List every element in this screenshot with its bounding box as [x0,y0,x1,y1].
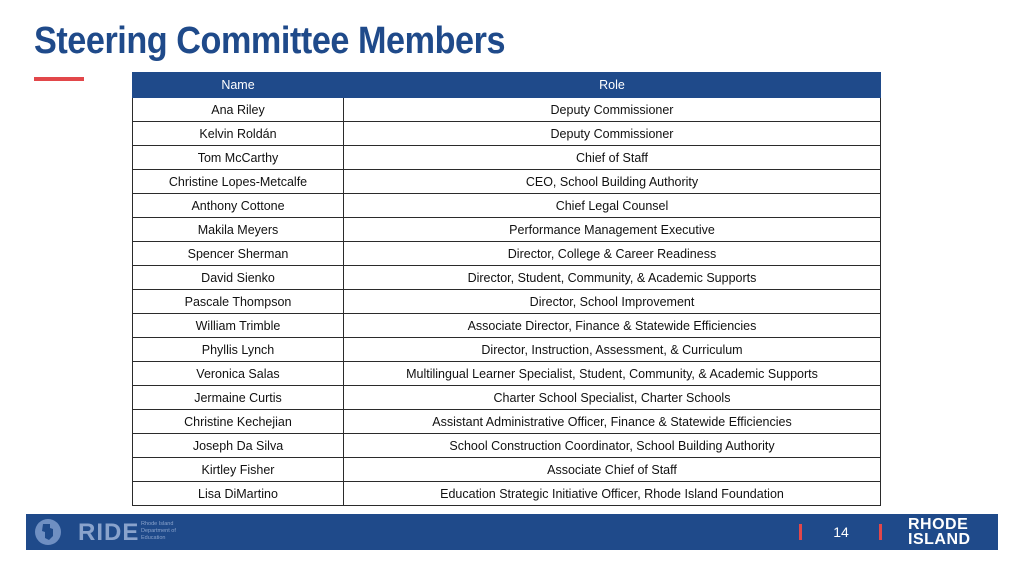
member-role: Director, School Improvement [344,290,881,314]
table-header-row [133,73,881,98]
table-row [133,218,881,242]
table-row [133,434,881,458]
column-header-role: Role [344,73,881,98]
table-row [133,194,881,218]
table-row [133,314,881,338]
members-table [132,72,881,506]
table-row [133,362,881,386]
member-role: Director, Student, Community, & Academic Supports [344,266,881,290]
member-name: Christine Kechejian [133,410,344,434]
title-accent-bar [34,77,84,81]
table-row [133,146,881,170]
table-row [133,386,881,410]
member-role: Charter School Specialist, Charter Schools [344,386,881,410]
member-name: Makila Meyers [133,218,344,242]
table-row [133,338,881,362]
member-role: Associate Chief of Staff [344,458,881,482]
member-name: Jermaine Curtis [133,386,344,410]
page-number: 14 [833,524,849,540]
member-name: Tom McCarthy [133,146,344,170]
state-outline-icon [35,519,61,545]
member-name: William Trimble [133,314,344,338]
footer-bar [26,514,998,550]
member-role: Chief of Staff [344,146,881,170]
member-name: Anthony Cottone [133,194,344,218]
table-row [133,482,881,506]
page-divider-right [879,524,882,540]
ride-logo-text: RIDE [78,519,140,546]
table-row [133,410,881,434]
member-name: David Sienko [133,266,344,290]
member-role: CEO, School Building Authority [344,170,881,194]
rhode-island-logo [908,517,971,547]
member-name: Kirtley Fisher [133,458,344,482]
column-header-name: Name [133,73,344,98]
table-row [133,98,881,122]
table-row [133,170,881,194]
state-outline-shape [41,523,55,541]
table-row [133,266,881,290]
table-row [133,458,881,482]
member-role: Performance Management Executive [344,218,881,242]
ride-tagline: Rhode Island Department of Education [141,521,176,541]
member-name: Pascale Thompson [133,290,344,314]
member-role: Assistant Administrative Officer, Finance & Statewide Efficiencies [344,410,881,434]
member-role: Chief Legal Counsel [344,194,881,218]
member-role: Education Strategic Initiative Officer, Rhode Island Foundation [344,482,881,506]
page-divider-left [799,524,802,540]
ri-logo-line1: RHODE [908,516,969,533]
page-title: Steering Committee Members [34,20,506,62]
member-name: Christine Lopes-Metcalfe [133,170,344,194]
table-row [133,122,881,146]
member-role: School Construction Coordinator, School Building Authority [344,434,881,458]
member-role: Deputy Commissioner [344,98,881,122]
member-role: Director, Instruction, Assessment, & Curriculum [344,338,881,362]
member-role: Associate Director, Finance & Statewide Efficiencies [344,314,881,338]
ri-logo-line2: ISLAND [908,531,971,548]
table-row [133,290,881,314]
table-row [133,242,881,266]
member-name: Veronica Salas [133,362,344,386]
member-name: Ana Riley [133,98,344,122]
table-body [133,98,881,506]
member-name: Spencer Sherman [133,242,344,266]
member-name: Lisa DiMartino [133,482,344,506]
member-role: Director, College & Career Readiness [344,242,881,266]
member-role: Deputy Commissioner [344,122,881,146]
member-name: Kelvin Roldán [133,122,344,146]
member-role: Multilingual Learner Specialist, Student, Community, & Academic Supports [344,362,881,386]
member-name: Phyllis Lynch [133,338,344,362]
member-name: Joseph Da Silva [133,434,344,458]
